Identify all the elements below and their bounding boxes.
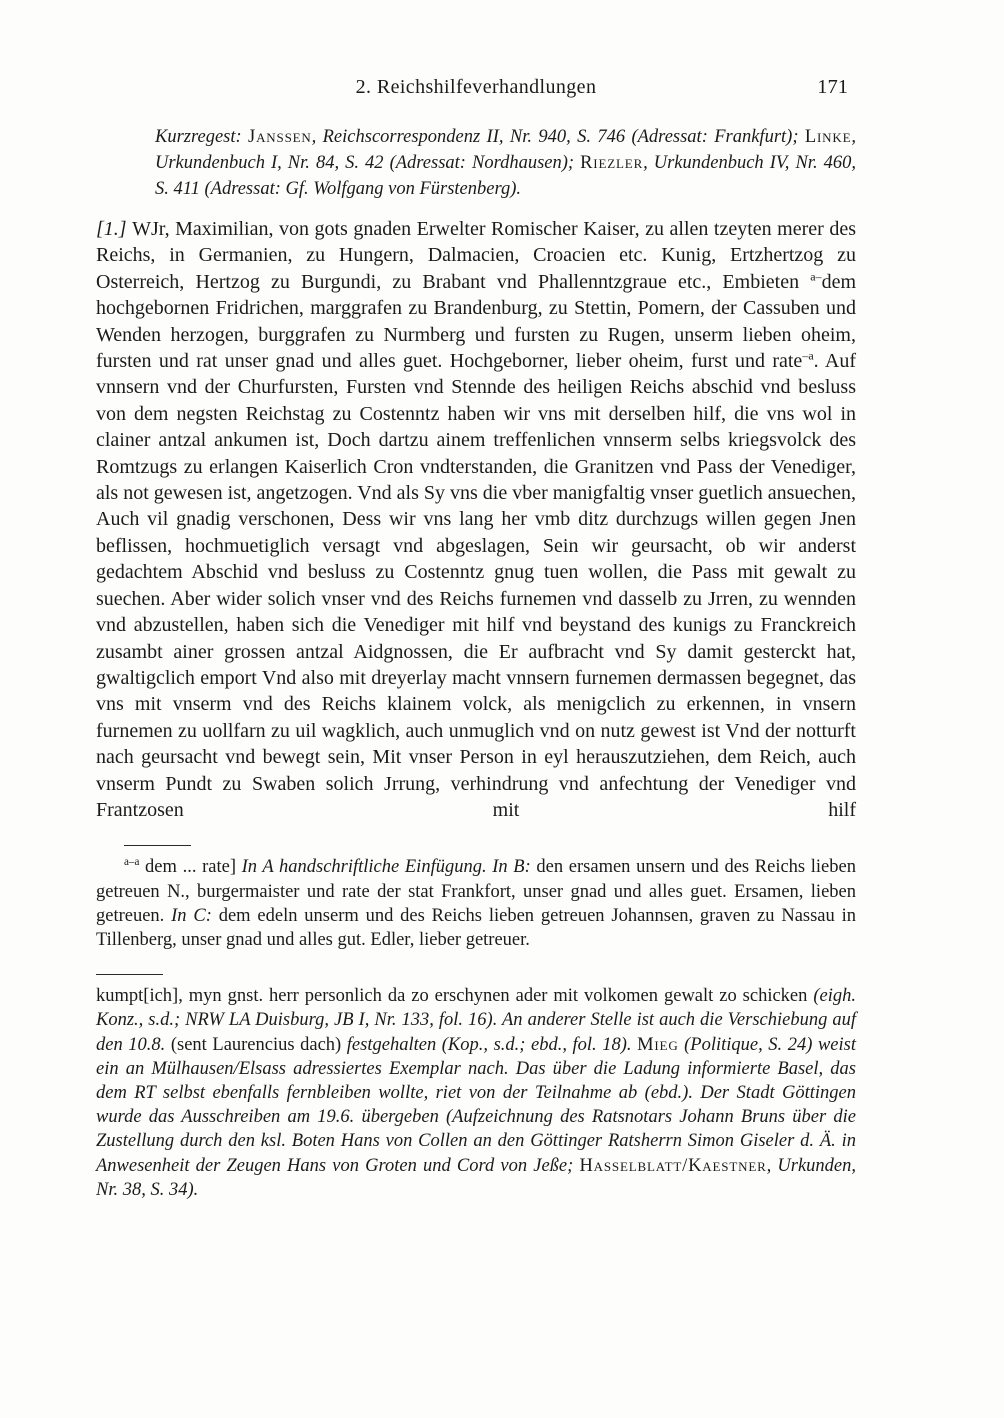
- body-text-3: . Auf vnnsern vnd der Churfursten, Fursten vnd Stennde des heiligen Reichs abschid vnd besluss von dem negsten Reichstag zu Costenntz haben wir vns mit derselben hilf, die vns wol in clainer antzal ankumen ist, Doch dartzu ainem treffenlichen vnnserm selbs kriegsvolck des Romtzugs zu erlangen Kaiserlich Cron vndterstanden, die Granitzen vnd Pass der Venediger, als not gewesen ist, angetzogen. Vnd als Sy vns die vber manigfaltig vnser guetlich ansuechen, Auch vil gnadig verschonen, Dess wir vns lang her vmb ditz durchzugs willen gegen Jnen beflissen, hochmuetiglich versagt vnd abgeslagen, Sein wir geursacht, ob wir anderst gedachtem Abschid vnd besluss zu Costenntz gnug tuen wollen, die Pass mit gewalt zu suechen. Aber wider solich vnser vnd des Reichs furnemen vnd dasselb zu Jrren, zu wennden vnd abzustellen, haben sich die Venediger mit hilf vnd beystand des kunigs zu Franckreich zusambt ainer grossen antzal Aidgnossen, die Er aufbracht vnd Sy damit gesterckt hat, gwaltigclich emport Vnd also mit dreyerlay macht vnnsern furnemen dermassen begegnet, das vns mit vnserm vnd des Reichs klainem volck, als menigclich zu erkennen, in vnsern furnemen zu uollfarn zu uil wagklich, auch unmuglich vnd on nutz gewest ist Vnd der notturft nach geursacht vnd bewegt sein, Mit vnser Person in eyl herauszutziehen, dem Reich, auch vnserm Pundt zu Swaben solich Jrrung, verhindrung vnd anfechtung der Venediger vnd Frantzosen mit hilf: [96, 350, 856, 821]
- commentary-footnote: [96, 984, 856, 1202]
- kurzregest-label: Kurzregest:: [155, 127, 249, 147]
- author-mieg: Mieg: [637, 1034, 679, 1055]
- page-number: 171: [817, 76, 848, 98]
- commentary-text-2: festgehalten (Kop., s.d.; ebd., fol. 18).: [346, 1034, 638, 1055]
- body-text-2: dem hochgebornen Fridrichen, marggrafen zu Brandenburg, zu Stettin, Pomern, der Cassuben und Wenden herzogen, burggrafen zu Nurmberg und fursten zu Rugen, unserm lieben oheim, fursten und rat unser gnad und alles guet. Hochgeborner, lieber oheim, furst und rate: [96, 270, 856, 373]
- commentary-text-4: , Urkunden, Nr. 38, S. 34).: [96, 1155, 857, 1200]
- apparatus-divider-rule: [124, 845, 191, 846]
- commentary-text-1: (eigh. Konz., s.d.; NRW LA Duisburg, JB I, Nr. 133, fol. 16). An anderer Stelle ist auch die Verschiebung auf den 10.8.: [96, 986, 856, 1055]
- author-riezler: Riezler: [580, 153, 644, 173]
- chapter-title: 2. Reichshilfeverhandlungen: [355, 76, 597, 98]
- commentary-divider-rule: [96, 974, 163, 975]
- citation-riezler: , Urkundenbuch IV, Nr. 460, S. 411 (Adressat: Gf. Wolfgang von Fürstenberg).: [155, 153, 856, 199]
- author-janssen: Janssen: [248, 127, 312, 147]
- apparatus-note-1: In A handschriftliche Einfügung. In B:: [241, 857, 537, 878]
- commentary-quote-2: (sent Laurencius dach): [170, 1034, 347, 1055]
- citation-janssen: , Reichscorrespondenz II, Nr. 940, S. 746 (Adressat: Frankfurt);: [311, 127, 805, 147]
- kurzregest-paragraph: [155, 124, 856, 202]
- apparatus-note-2: In C:: [171, 905, 219, 926]
- author-hasselblatt-kaestner: Hasselblatt/Kaestner: [579, 1155, 767, 1176]
- commentary-quote-1: kumpt[ich], myn gnst. herr personlich da zo erschynen ader mit volkomen gewalt zo schicken: [96, 986, 814, 1007]
- body-text-1: WJr, Maximilian, von gots gnaden Erwelter Romischer Kaiser, zu allen tzeyten merer des Reichs, in Germanien, zu Hungern, Dalmacien, Croacien etc. Kunig, Ertzhertzog zu Osterreich, Hertzog zu Burgundi, zu Brabant vnd Phallenntzgraue etc., Embieten: [96, 218, 856, 293]
- apparatus-variant-b: den ersamen unsern und des Reichs lieben getreuen N., burgermaister und rate der stat Frankfort, unser gnad und alles guet. Ersamen, lieben getreuen.: [96, 857, 856, 926]
- commentary-text-3: (Politique, S. 24) weist ein an Mülhausen/Elsass adressiertes Exemplar nach. Das über die Ladung informierte Basel, das dem RT selbst ebenfalls fernbleiben wollte, riet von der Teilnahme ab (ebd.). Der Stadt Göttingen wurde das Ausschreiben am 19.6. übergeben (Aufzeichnung des Ratsnotars Johann Bruns über die Zustellung durch den ksl. Boten Hans von Collen an den Göttinger Ratsherrn Simon Giseler d. Ä. in Anwesenheit der Zeugen Hans von Groten und Cord von Jeße;: [96, 1034, 857, 1176]
- paragraph-number: [1.]: [96, 218, 133, 240]
- citation-linke: , Urkundenbuch I, Nr. 84, S. 42 (Adressat: Nordhausen);: [155, 127, 856, 173]
- apparatus-footnote: [96, 855, 856, 952]
- document-body-paragraph: [96, 216, 856, 823]
- running-head: [96, 76, 856, 104]
- apparatus-mark-close: –a: [802, 348, 814, 363]
- apparatus-mark-open: a–: [810, 269, 822, 284]
- author-linke: Linke: [804, 127, 852, 147]
- apparatus-lemma: dem ... rate]: [139, 857, 242, 878]
- apparatus-variant-c: dem edeln unserm und des Reichs lieben getreuen Johannsen, graven zu Nassau in Tillenberg, unser gnad und alles gut. Edler, lieber getreuer.: [96, 905, 856, 950]
- apparatus-siglum: a–a: [124, 856, 140, 869]
